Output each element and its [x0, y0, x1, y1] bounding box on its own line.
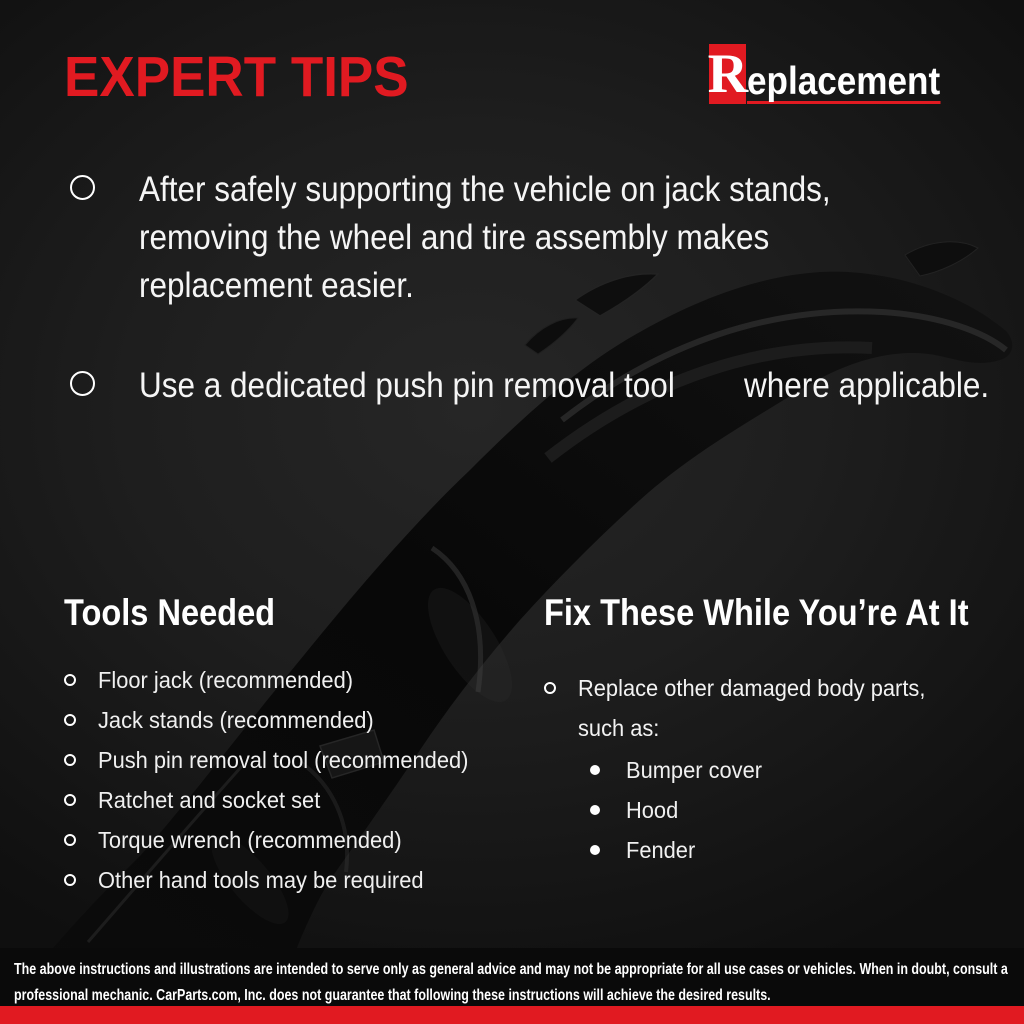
- tool-item-label: Other hand tools may be required: [98, 866, 424, 893]
- fixes-intro-line: Replace other damaged body parts,: [578, 675, 926, 701]
- tip-text: [139, 362, 1017, 410]
- tool-item-label: Jack stands (recommended): [98, 706, 374, 733]
- tool-item-label: Torque wrench (recommended): [98, 826, 402, 853]
- list-item: [64, 788, 514, 812]
- tools-needed-section: [64, 592, 514, 908]
- ring-bullet-icon: [64, 714, 76, 726]
- list-item: [64, 708, 514, 732]
- list-item: [64, 868, 514, 892]
- dot-bullet-icon: [590, 805, 600, 815]
- ring-bullet-icon: [64, 794, 76, 806]
- logo-r-box: R: [707, 43, 749, 105]
- fixes-intro-text: [578, 668, 1004, 748]
- tip-line: replacement easier.: [139, 266, 414, 305]
- fix-item-label: Hood: [626, 796, 679, 823]
- fixes-intro: [544, 668, 1004, 748]
- dot-bullet-icon: [590, 765, 600, 775]
- fix-item-label: Bumper cover: [626, 756, 763, 783]
- ring-bullet-icon: [70, 371, 95, 396]
- tools-list: [64, 668, 514, 892]
- list-item: [590, 758, 1004, 782]
- bottom-red-bar: [0, 1006, 1024, 1024]
- dot-bullet-icon: [590, 845, 600, 855]
- ring-bullet-icon: [64, 754, 76, 766]
- list-item: [590, 798, 1004, 822]
- page-title: EXPERT TIPS: [64, 45, 409, 109]
- logo-wordmark: eplacement: [747, 60, 941, 104]
- tip-line: Use a dedicated push pin removal tool: [139, 366, 675, 405]
- tip-item: [70, 166, 1024, 310]
- fix-these-heading: Fix These While You’re At It: [544, 592, 969, 633]
- tip-item: [70, 362, 1017, 410]
- ring-bullet-icon: [70, 175, 95, 200]
- list-item: [64, 748, 514, 772]
- disclaimer-band: [0, 948, 1024, 1006]
- replacement-logo: [709, 44, 962, 104]
- fix-item-label: Fender: [626, 836, 696, 863]
- tool-item-label: Floor jack (recommended): [98, 666, 354, 693]
- list-item: [590, 838, 1004, 862]
- tip-line: where applicable.: [744, 366, 990, 405]
- tip-text: [139, 166, 1024, 310]
- list-item: [64, 668, 514, 692]
- disclaimer-line: The above instructions and illustrations are intended to serve only as general advice and may not be appropriate for all use cases or vehicles. When in doubt, consult a: [14, 961, 1008, 978]
- ring-bullet-icon: [64, 874, 76, 886]
- tip-line: After safely supporting the vehicle on jack stands,: [139, 170, 831, 209]
- fixes-sublist: [590, 758, 1004, 862]
- tip-line: removing the wheel and tire assembly makes: [139, 218, 770, 257]
- disclaimer-line: professional mechanic. CarParts.com, Inc. does not guarantee that following these instructions will achieve the desired results.: [14, 987, 771, 1004]
- list-item: [64, 828, 514, 852]
- ring-bullet-icon: [64, 674, 76, 686]
- tool-item-label: Push pin removal tool (recommended): [98, 746, 469, 773]
- fixes-intro-line: such as:: [578, 715, 660, 741]
- tool-item-label: Ratchet and socket set: [98, 786, 321, 813]
- ring-bullet-icon: [64, 834, 76, 846]
- ring-bullet-icon: [544, 682, 556, 694]
- fix-these-section: [544, 592, 1004, 878]
- tools-needed-heading: Tools Needed: [64, 592, 276, 633]
